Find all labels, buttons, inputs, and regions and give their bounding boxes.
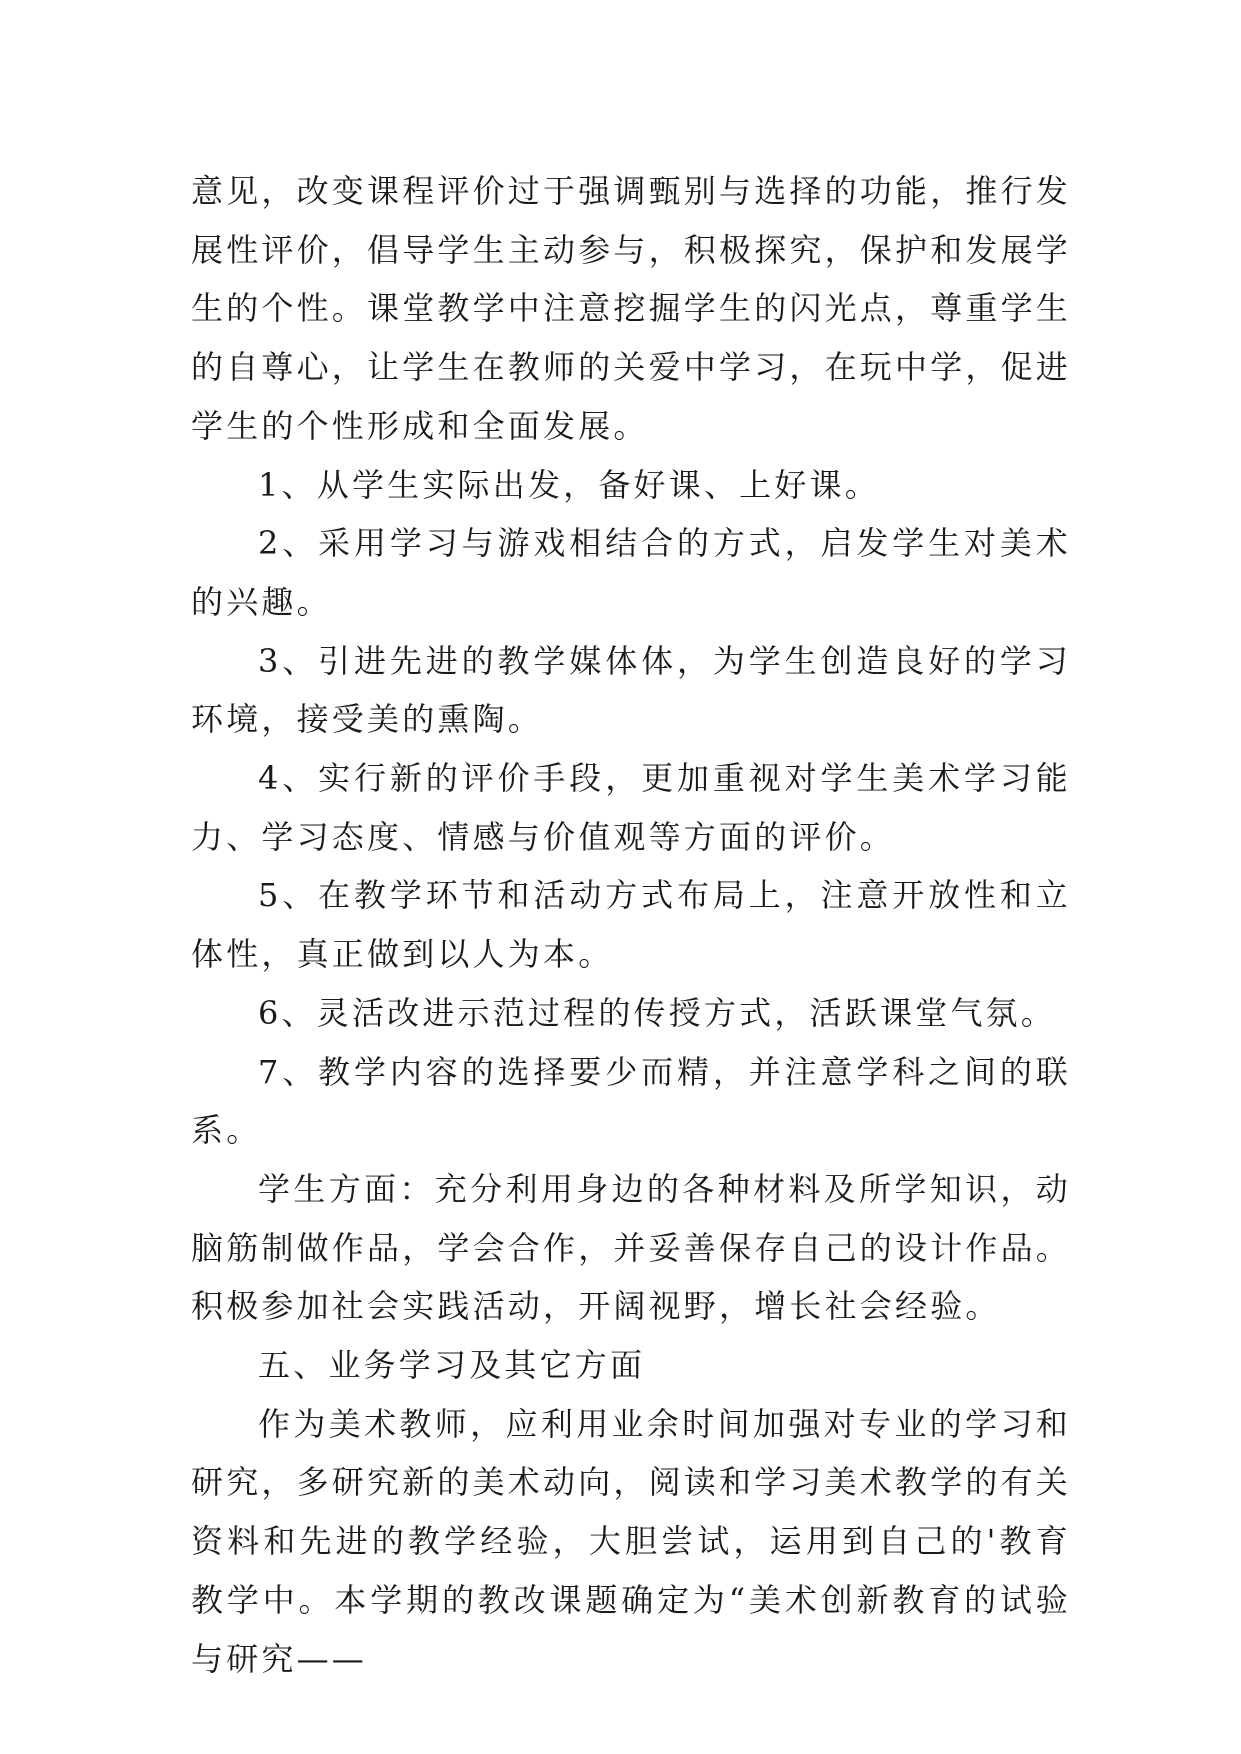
list-item-4: 4、实行新的评价手段，更加重视对学生美术学习能力、学习态度、情感与价值观等方面的评价。 bbox=[191, 759, 1071, 856]
list-item-6: 6、灵活改进示范过程的传授方式，活跃课堂气氛。 bbox=[258, 993, 1056, 1032]
paragraph-professional-study: 作为美术教师，应利用业余时间加强对专业的学习和研究，多研究新的美术动向，阅读和学习美术教学的有关资料和先进的教学经验，大胆尝试，运用到自己的'教育教学中。本学期的教改课题确定为“美术创新教育的试验与研究—— bbox=[191, 1404, 1072, 1678]
list-item-2: 2、采用学习与游戏相结合的方式，启发学生对美术的兴趣。 bbox=[191, 524, 1071, 621]
list-item-7: 7、教学内容的选择要少而精，并注意学科之间的联系。 bbox=[191, 1052, 1071, 1150]
document-body bbox=[191, 162, 1071, 1688]
list-item-3: 3、引进先进的教学媒体体，为学生创造良好的学习环境，接受美的熏陶。 bbox=[191, 641, 1071, 739]
paragraph-student-aspect: 学生方面：充分利用身边的各种材料及所学知识，动脑筋制做作品，学会合作，并妥善保存自己的设计作品。积极参加社会实践活动，开阔视野，增长社会经验。 bbox=[191, 1169, 1072, 1326]
paragraph-evaluation-reform: 意见，改变课程评价过于强调甄别与选择的功能，推行发展性评价，倡导学生主动参与，积极探究，保护和发展学生的个性。课堂教学中注意挖掘学生的闪光点，尊重学生的自尊心，让学生在教师的关爱中学习，在玩中学，促进学生的个性形成和全面发展。 bbox=[191, 172, 1072, 445]
section-heading-5: 五、业务学习及其它方面 bbox=[258, 1346, 646, 1385]
list-item-1: 1、从学生实际出发，备好课、上好课。 bbox=[258, 465, 880, 504]
list-item-5: 5、在教学环节和活动方式布局上，注意开放性和立体性，真正做到以人为本。 bbox=[191, 876, 1071, 974]
